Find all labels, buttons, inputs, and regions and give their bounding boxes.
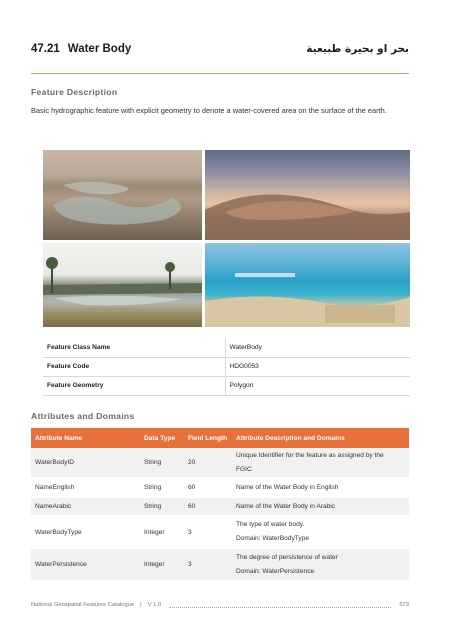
data-type-cell: Integer (140, 548, 184, 581)
photo-lake-palms (43, 243, 202, 327)
field-length-cell: 60 (184, 478, 232, 497)
description-line: Unique Identifier for the feature as assigned by the (236, 451, 384, 459)
feature-table-row (43, 357, 410, 376)
attributes-table (31, 428, 409, 582)
description-line: FGIC (236, 465, 252, 473)
attribute-name-cell: WaterBodyID (31, 448, 140, 478)
attributes-header-row (31, 428, 409, 448)
field-length-cell: 20 (184, 448, 232, 478)
feature-table-key: Feature Code (43, 357, 225, 376)
attribute-name-cell: NameArabic (31, 497, 140, 516)
description-line: The type of water body. (236, 521, 305, 528)
page-header (31, 38, 409, 60)
footer-leader-dots (169, 607, 391, 608)
photo-marina-coast (205, 243, 410, 327)
section-title: Water Body (67, 43, 132, 55)
description-line: Name of the Water Body in English (236, 483, 339, 491)
feature-table-value: HDG0053 (225, 357, 410, 376)
feature-table-key: Feature Geometry (43, 376, 225, 395)
feature-table-row (43, 376, 410, 395)
feature-table-row (43, 338, 410, 357)
table-row (31, 448, 409, 478)
col-attribute-name: Attribute Name (31, 428, 140, 448)
header-divider (31, 73, 409, 74)
data-type-cell: String (140, 497, 184, 516)
footer-version: V 1.0 (147, 602, 162, 608)
photo-lagoon-aerial (43, 150, 202, 240)
description-cell (232, 516, 409, 548)
table-row (31, 478, 409, 497)
description-line: Domain: WaterPersistence (236, 567, 315, 575)
section-title-arabic: بحر او بحيرة طبيعية (306, 43, 409, 55)
col-field-length: Field Length (184, 428, 232, 448)
footer-catalogue: National Geospatial Features Catalogue (31, 602, 135, 608)
description-line: The degree of persistence of water (236, 553, 338, 561)
description-cell (232, 478, 409, 497)
data-type-cell: String (140, 478, 184, 497)
section-number: 47.21 (31, 43, 60, 55)
footer-separator: | (140, 602, 142, 608)
photo-sandbar-sunset (205, 150, 410, 240)
description-line: Domain: WaterBodyType (236, 535, 310, 542)
field-length-cell: 60 (184, 497, 232, 516)
field-length-cell: 3 (184, 516, 232, 548)
attribute-name-cell: NameEnglish (31, 478, 140, 497)
table-row (31, 497, 409, 516)
description-cell (232, 497, 409, 516)
description-cell (232, 548, 409, 581)
feature-description-heading: Feature Description (31, 87, 118, 97)
footer-page-number: 573 (399, 602, 409, 608)
feature-table-key: Feature Class Name (43, 338, 225, 357)
page-footer (31, 599, 409, 611)
feature-info-table (43, 338, 410, 396)
feature-table-value: WaterBody (225, 338, 410, 357)
description-cell (232, 448, 409, 478)
header-left (31, 43, 131, 55)
field-length-cell: 3 (184, 548, 232, 581)
photo-collage (43, 150, 410, 327)
col-description: Attribute Description and Domains (232, 428, 409, 448)
description-line: Name of the Water Body in Arabic (236, 502, 336, 510)
feature-description-text: Basic hydrographic feature with explicit geometry to denote a water-covered area on the surface of the earth. (31, 106, 387, 115)
table-row (31, 548, 409, 581)
feature-table-value: Polygon (225, 376, 410, 395)
data-type-cell: String (140, 448, 184, 478)
data-type-cell: Integer (140, 516, 184, 548)
attribute-name-cell: WaterBodyType (31, 516, 140, 548)
col-data-type: Data Type (140, 428, 184, 448)
attributes-heading: Attributes and Domains (31, 411, 135, 421)
attribute-name-cell: WaterPersistence (31, 548, 140, 581)
table-row (31, 516, 409, 548)
